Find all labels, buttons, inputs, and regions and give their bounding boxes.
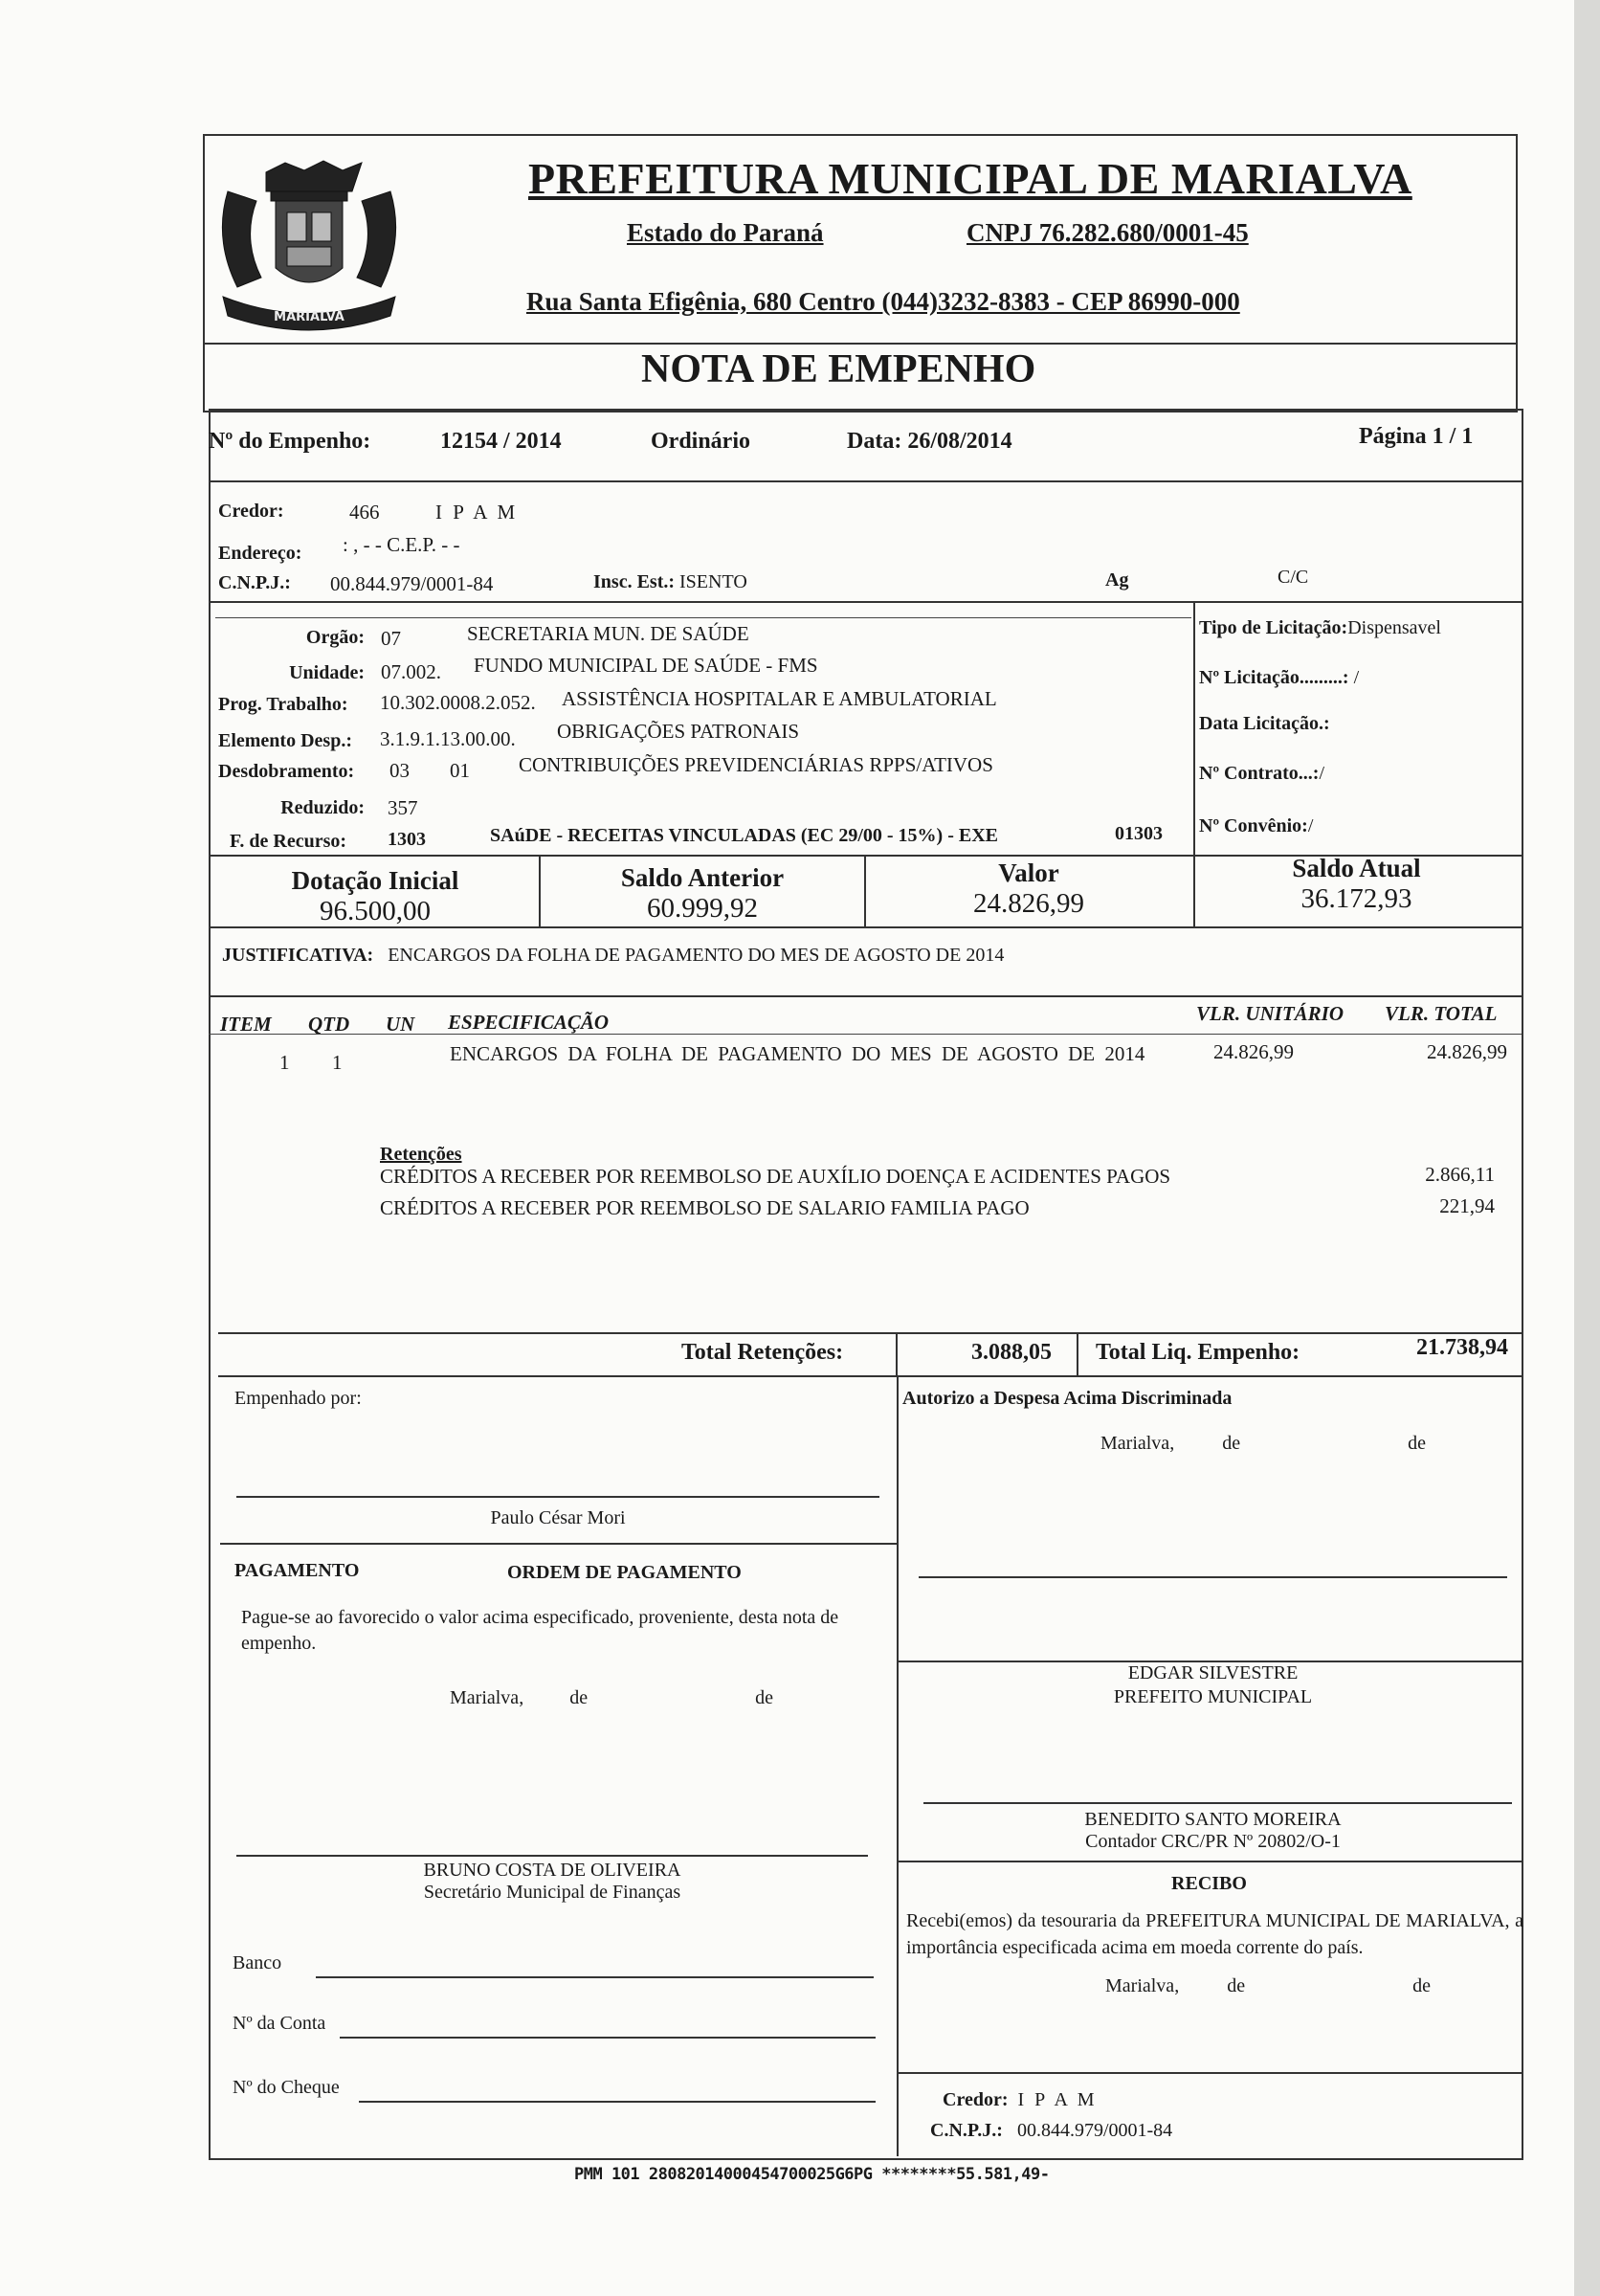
item-vlr-unitario: 24.826,99 — [1213, 1040, 1294, 1063]
recibo-credor-key: Credor: — [943, 2089, 1009, 2110]
recibo-cnpj-value: 00.844.979/0001-84 — [1016, 2120, 1173, 2141]
retencao-2-value: 221,94 — [1439, 1194, 1495, 1217]
insc-est-label — [593, 571, 747, 593]
dotacao-inicial-label: Dotação Inicial — [291, 866, 459, 895]
total-retencoes-value: 3.088,05 — [971, 1340, 1052, 1365]
numero-contrato-value: / — [1319, 763, 1325, 784]
fonte-recurso-code-right: 01303 — [1115, 823, 1163, 844]
data-licitacao-label: Data Licitação.: — [1199, 713, 1330, 734]
secretario-title: Secretário Municipal de Finanças — [423, 1882, 681, 1903]
pagamento-text: Pague-se ao favorecido o valor acima especificado, proveniente, desta nota de empenho. — [241, 1607, 839, 1654]
desdobramento-name: CONTRIBUIÇÕES PREVIDENCIÁRIAS RPPS/ATIVOS — [519, 753, 993, 776]
endereco-label: Endereço: — [218, 543, 302, 564]
empenho-type: Ordinário — [651, 429, 751, 454]
fonte-recurso-code: 1303 — [388, 829, 426, 850]
orgao-label: Orgão: — [305, 627, 365, 648]
recibo-credor-value: I P A M — [1017, 2089, 1098, 2110]
col-un: UN — [386, 1013, 415, 1036]
dotacao-inicial — [212, 866, 538, 927]
coat-of-arms-logo — [209, 153, 410, 345]
credor-name: I P A M — [435, 501, 519, 524]
pagamento-city-date — [450, 1687, 773, 1709]
col-qtd: QTD — [308, 1013, 350, 1036]
fonte-recurso-label: F. de Recurso: — [230, 831, 347, 852]
dotacao-inicial-value: 96.500,00 — [320, 896, 431, 926]
recibo-cnpj — [930, 2120, 1172, 2142]
prog-trabalho-name: ASSISTÊNCIA HOSPITALAR E AMBULATORIAL — [562, 687, 997, 710]
unidade-label: Unidade: — [289, 662, 365, 683]
svg-text:MARIALVA: MARIALVA — [274, 310, 344, 324]
recibo-title: RECIBO — [1171, 1873, 1247, 1894]
insc-est-value: ISENTO — [679, 571, 747, 592]
retencao-2-description: CRÉDITOS A RECEBER POR REEMBOLSO DE SALARIO FAMILIA PAGO — [380, 1196, 1030, 1219]
col-item: ITEM — [220, 1013, 272, 1036]
credor-label: Credor: — [218, 501, 284, 522]
autorizo-de-2: de — [1408, 1433, 1426, 1454]
orgao-name: SECRETARIA MUN. DE SAÚDE — [467, 622, 749, 645]
numero-contrato — [1199, 763, 1324, 785]
cnpj-credor-label: C.N.P.J.: — [218, 572, 291, 593]
numero-convenio-key: Nº Convênio: — [1199, 815, 1308, 836]
reduzido-value: 357 — [388, 796, 418, 819]
empenhado-por-name: Paulo César Mori — [490, 1507, 626, 1528]
recibo-credor — [943, 2089, 1098, 2111]
fonte-recurso-name: SAúDE - RECEITAS VINCULADAS (EC 29/00 - 15%) - EXE — [490, 825, 998, 846]
unidade-code: 07.002. — [381, 660, 441, 683]
autorizo-de-1: de — [1222, 1433, 1241, 1454]
saldo-atual-label: Saldo Atual — [1292, 854, 1421, 882]
pagamento-de-2: de — [755, 1687, 773, 1708]
total-liq-empenho-value: 21.738,94 — [1416, 1335, 1508, 1360]
recibo-de-1: de — [1227, 1975, 1246, 1996]
desdobramento-code-1: 03 — [389, 759, 410, 782]
cnpj-label: CNPJ 76.282.680/0001-45 — [967, 218, 1249, 247]
numero-licitacao-key: Nº Licitação.........: — [1199, 667, 1354, 688]
cheque-label: Nº do Cheque — [233, 2077, 340, 2098]
banco-label: Banco — [233, 1952, 282, 1973]
pagamento-city: Marialva, — [450, 1687, 524, 1708]
valor-label: Valor — [998, 858, 1059, 887]
scan-edge — [1574, 0, 1600, 2296]
recibo-city-date — [1105, 1975, 1431, 1997]
unidade-name: FUNDO MUNICIPAL DE SAÚDE - FMS — [474, 654, 818, 677]
tipo-licitacao — [1199, 617, 1441, 639]
contador-name: BENEDITO SANTO MOREIRA — [1084, 1809, 1342, 1830]
elemento-desp-label: Elemento Desp.: — [218, 730, 352, 751]
numero-licitacao-value: / — [1353, 667, 1360, 688]
pagamento-label: PAGAMENTO — [234, 1560, 360, 1581]
justificativa-value: ENCARGOS DA FOLHA DE PAGAMENTO DO MES DE AGOSTO DE 2014 — [388, 945, 1005, 966]
numero-contrato-key: Nº Contrato...: — [1199, 763, 1320, 784]
item-vlr-total: 24.826,99 — [1427, 1040, 1507, 1063]
empenho-date: Data: 26/08/2014 — [847, 429, 1012, 454]
prefeito-title: PREFEITO MUNICIPAL — [1113, 1686, 1313, 1707]
prog-trabalho-code: 10.302.0008.2.052. — [380, 691, 536, 714]
elemento-desp-name: OBRIGAÇÕES PATRONAIS — [557, 720, 800, 743]
ordem-pagamento-label: ORDEM DE PAGAMENTO — [507, 1562, 742, 1583]
insc-est-key: Insc. Est.: — [593, 571, 676, 592]
col-vlr-total: VLR. TOTAL — [1385, 1002, 1498, 1025]
retencao-1-description: CRÉDITOS A RECEBER POR REEMBOLSO DE AUXÍLIO DOENÇA E ACIDENTES PAGOS — [380, 1165, 1171, 1188]
prog-trabalho-label: Prog. Trabalho: — [218, 694, 348, 715]
item-qtd: 1 — [332, 1051, 343, 1074]
page-number: Página 1 / 1 — [1359, 424, 1474, 449]
col-especificacao: ESPECIFICAÇÃO — [448, 1011, 610, 1034]
retencoes-title: Retenções — [380, 1144, 462, 1165]
cnpj-credor-value: 00.844.979/0001-84 — [330, 572, 494, 595]
numero-convenio-value: / — [1307, 815, 1314, 836]
tipo-licitacao-key: Tipo de Licitação: — [1199, 617, 1348, 638]
secretario-name: BRUNO COSTA DE OLIVEIRA — [423, 1860, 681, 1881]
recibo-de-2: de — [1412, 1975, 1431, 1996]
credor-code: 466 — [349, 501, 380, 524]
elemento-desp-code: 3.1.9.1.13.00.00. — [380, 727, 516, 750]
reduzido-label: Reduzido: — [280, 797, 365, 818]
footer-code: PMM 101 28082014000454700025G6PG ********55.581,49- — [574, 2165, 1050, 2184]
orgao-code: 07 — [381, 627, 401, 650]
total-liq-empenho-label: Total Liq. Empenho: — [1096, 1340, 1300, 1365]
recibo-text: Recebi(emos) da tesouraria da PREFEITURA MUNICIPAL DE MARIALVA, a importância especificada acima em moeda corrente do país. — [906, 1910, 1523, 1958]
justificativa-key: JUSTIFICATIVA: — [222, 945, 374, 966]
desdobramento-label: Desdobramento: — [218, 761, 355, 782]
saldo-atual — [1196, 854, 1517, 915]
autorizo-city: Marialva, — [1100, 1433, 1175, 1454]
conta-field-label: Nº da Conta — [233, 2013, 326, 2034]
document-title: NOTA DE EMPENHO — [641, 347, 1036, 391]
autorizo-city-date — [1100, 1433, 1426, 1455]
desdobramento-code-2: 01 — [450, 759, 470, 782]
autorizo-label: Autorizo a Despesa Acima Discriminada — [902, 1388, 1233, 1409]
empenho-number: 12154 / 2014 — [440, 429, 562, 454]
item-number: 1 — [279, 1051, 290, 1074]
conta-label: C/C — [1278, 567, 1309, 588]
retencao-1-value: 2.866,11 — [1425, 1163, 1495, 1186]
item-description: ENCARGOS DA FOLHA DE PAGAMENTO DO MES DE AGOSTO DE 2014 — [450, 1042, 1145, 1065]
pagamento-de-1: de — [569, 1687, 589, 1708]
saldo-anterior-value: 60.999,92 — [647, 893, 758, 924]
recibo-city: Marialva, — [1105, 1975, 1180, 1996]
endereco-value: : , - - C.E.P. - - — [343, 533, 460, 556]
empenhado-por-label: Empenhado por: — [234, 1388, 362, 1409]
col-vlr-unitario: VLR. UNITÁRIO — [1196, 1002, 1344, 1025]
justificativa — [222, 945, 1004, 967]
valor-value: 24.826,99 — [973, 888, 1084, 919]
saldo-anterior-label: Saldo Anterior — [620, 863, 785, 892]
address-label: Rua Santa Efigênia, 680 Centro (044)3232-8383 - CEP 86990-000 — [526, 287, 1240, 316]
state-label: Estado do Paraná — [627, 218, 824, 247]
municipality-title: PREFEITURA MUNICIPAL DE MARIALVA — [528, 154, 1412, 203]
saldo-atual-value: 36.172,93 — [1300, 883, 1412, 914]
valor — [866, 858, 1191, 920]
recibo-cnpj-key: C.N.P.J.: — [930, 2120, 1003, 2141]
tipo-licitacao-value: Dispensavel — [1347, 617, 1441, 638]
agencia-label: Ag — [1105, 569, 1129, 591]
prefeito-name: EDGAR SILVESTRE — [1127, 1662, 1299, 1683]
saldo-anterior — [541, 863, 864, 925]
numero-licitacao — [1199, 667, 1359, 689]
contador-title: Contador CRC/PR Nº 20802/O-1 — [1085, 1831, 1341, 1852]
numero-convenio — [1199, 815, 1313, 837]
total-retencoes-label: Total Retenções: — [681, 1340, 844, 1365]
empenho-number-label: Nº do Empenho: — [209, 429, 371, 454]
